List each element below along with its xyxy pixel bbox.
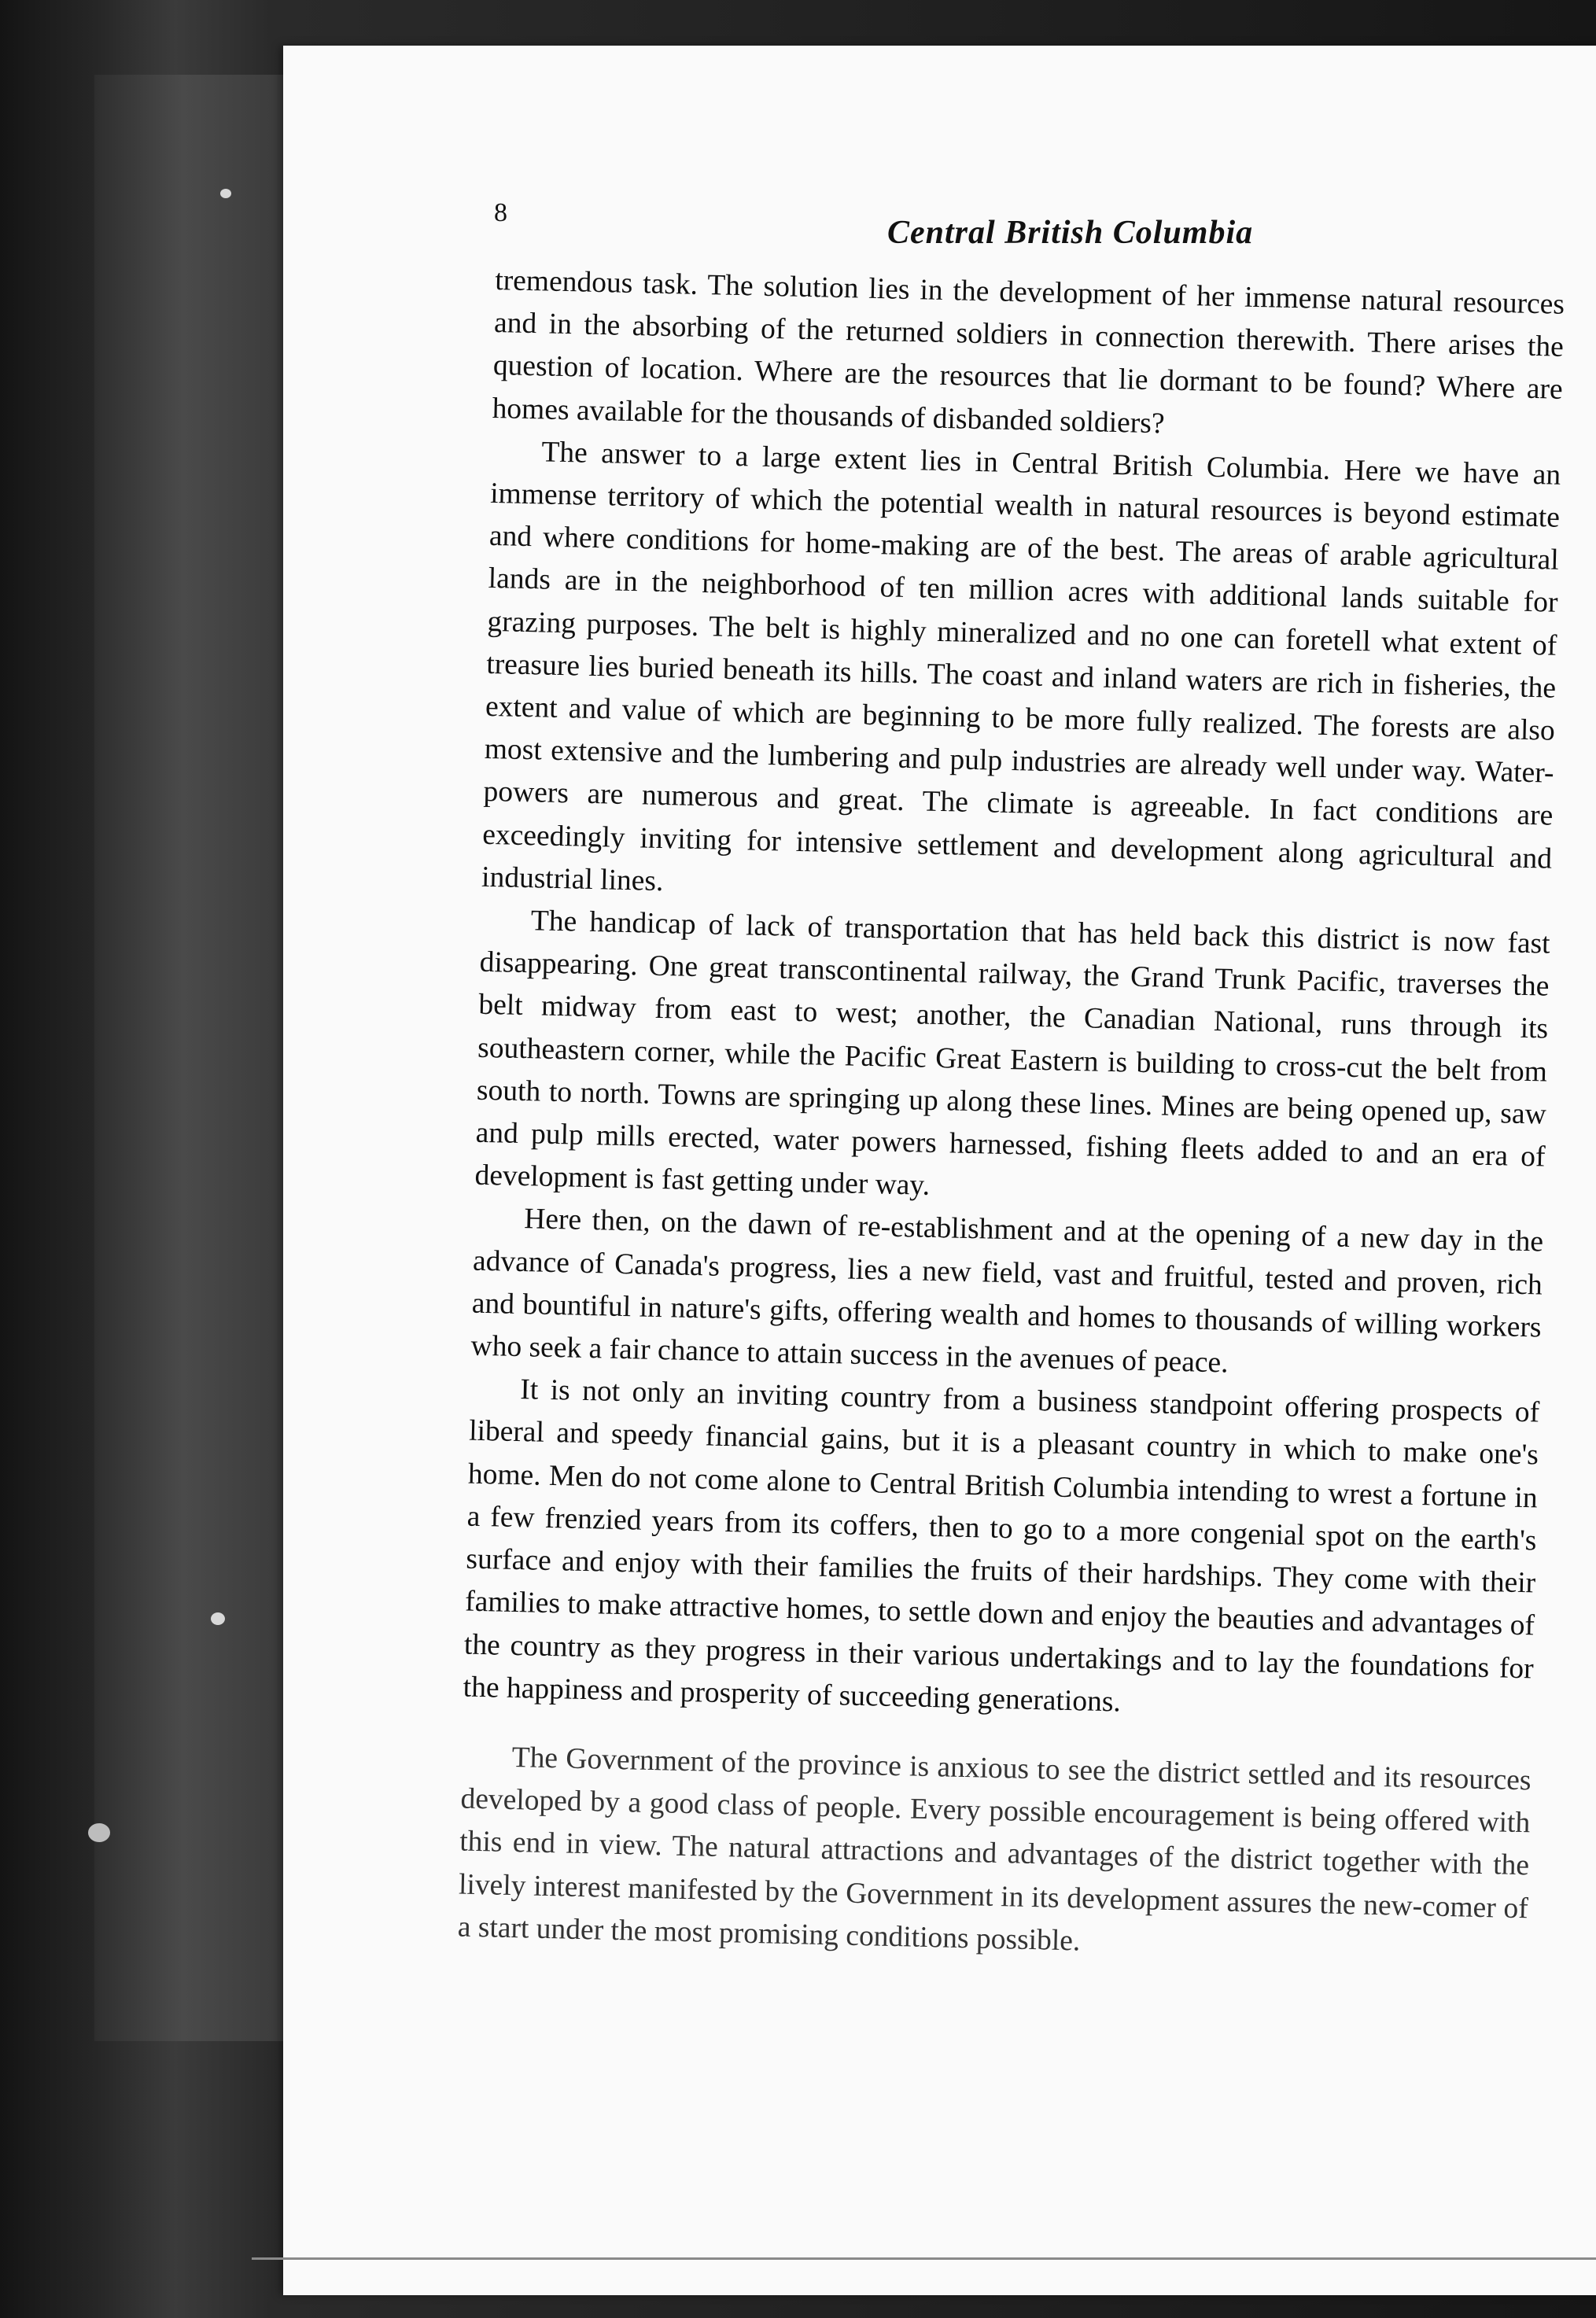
paragraph: The Government of the province is anxious to see the district settled and its resources developed by a good class of people. Every possible encouragement is being offered with this end in view. The natural attractions and advantages of the district together with the lively interest manifested by the Government in its development assures the new-comer of a start under the most promising conditions possible. [457, 1741, 1531, 1958]
book-spine-edge [94, 75, 291, 2041]
paragraph: The answer to a large extent lies in Central British Columbia. Here we have an immense territory of which the potential wealth in natural resources is beyond estimate and where conditions for home-making are of the best. The areas of arable agricultural lands are in the neighborhood of ten million acres with additional lands suitable for grazing purposes. The belt is highly mineralized and no one can foretell what extent of treasure lies buried beneath its hills. The coast and inland waters are rich in fisheries, the extent and value of which are beginning to be more fully realized. The forests are also most extensive and the lumbering and pulp industries are already well under way. Water-powers are numerous and great. The climate is agreeable. In fact conditions are exceedingly inviting for intensive settlement and development along agricultural and industrial lines. [481, 436, 1561, 897]
page-bottom-edge [252, 2257, 1596, 2260]
paragraph: tremendous task. The solution lies in the development of her immense natural resources and in the absorbing of the returned soldiers in connection therewith. There arises the question of location. Where are the resources that lie dormant to be found? Where are homes available for the thousands of disbanded soldiers? [492, 263, 1565, 440]
page-number: 8 [494, 198, 507, 227]
scan-speck [88, 1823, 110, 1842]
scan-speck [220, 189, 231, 198]
paragraph: It is not only an inviting country from a business standpoint offering prospects of liberal and speedy financial gains, but it is a pleasant country in which to make one's home. Men do not come alone to Central British Columbia intending to wrest a fortune in a few frenzied years from its coffers, then to go to a more congenial spot on the earth's surface and enjoy with their families the fruits of their hardships. They come with their families to make attractive homes, to settle down and enjoy the beauties and advantages of the country as they progress in their various undertakings and to lay the foundations for the happiness and prosperity of succeeding generations. [463, 1373, 1540, 1719]
running-head: Central British Columbia [887, 215, 1254, 251]
body-text [457, 260, 1565, 1973]
paragraph: Here then, on the dawn of re-establishment and at the opening of a new day in the advance of Canada's progress, lies a new field, vast and fruitful, tested and proven, rich and bountiful in nature's gifts, offering wealth and homes to thousands of willing workers who seek a fair chance to attain success in the avenues of peace. [470, 1203, 1544, 1380]
paragraph: The handicap of lack of transportation that has held back this district is now fast disappearing. One great transcontinental railway, the Grand Trunk Pacific, traverses the belt midway from east to west; another, the Canadian National, runs through its southeastern corner, while the Pacific Great Eastern is building to cross-cut the belt from south to north. Towns are springing up along these lines. Mines are being opened up, saw and pulp mills erected, water powers harnessed, fishing fleets added to and an era of development is fast getting under way. [474, 905, 1551, 1203]
scan-speck [211, 1612, 225, 1625]
